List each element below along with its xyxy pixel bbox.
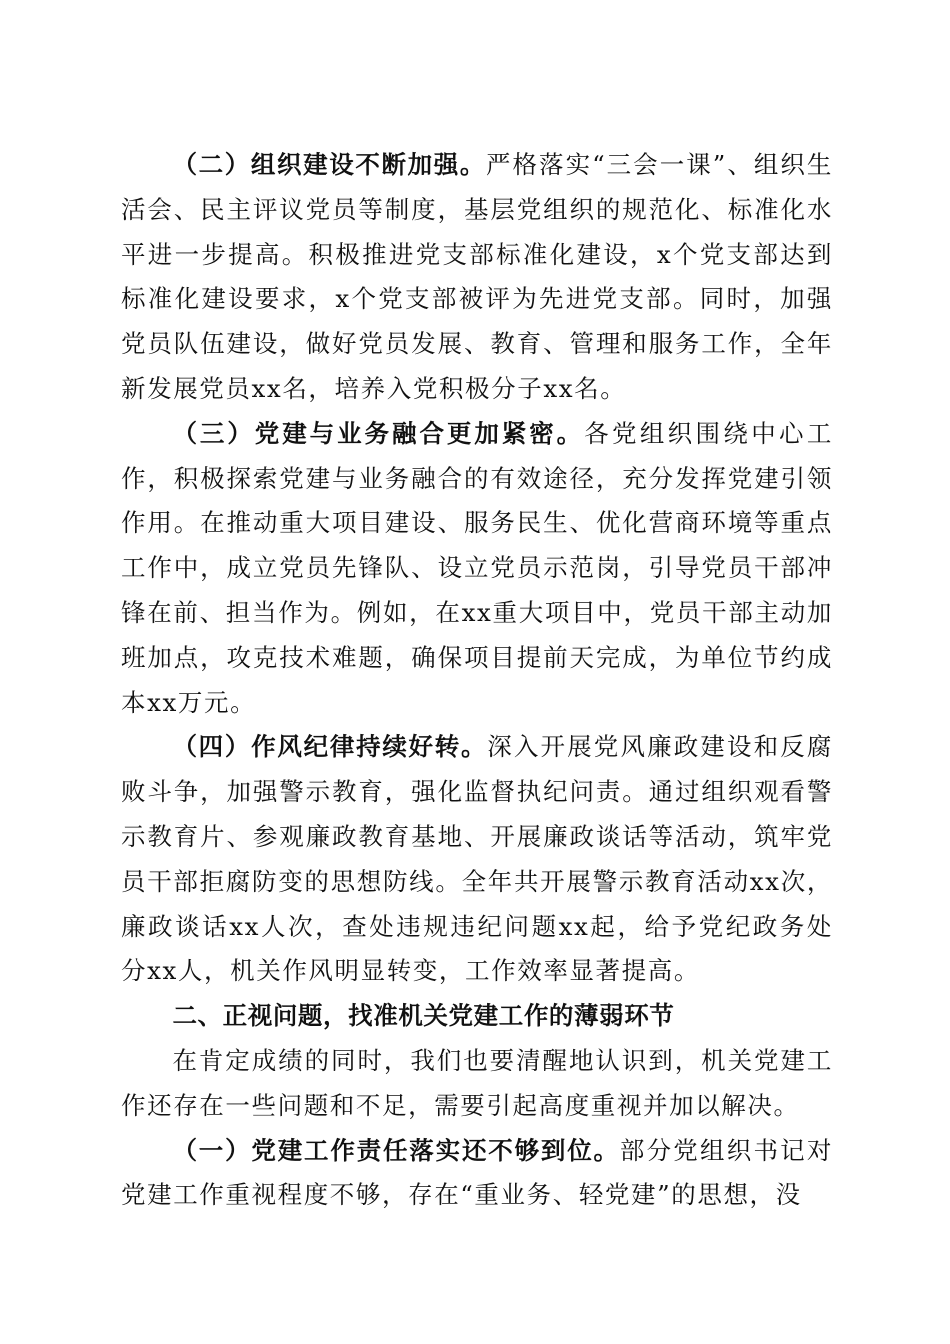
paragraph-title: （二）组织建设不断加强。 [172,150,486,179]
document-body [121,143,833,1218]
paragraph-text: 深入开展党风廉政建设和反腐败斗争，加强警示教育，强化监督执纪问责。通过组织观看警示教育片、参观廉政教育基地、开展廉政谈话等活动，筑牢党员干部拒腐防变的思想防线。全年共开展警示教育活动xx次，廉政谈话xx人次，查处违规违纪问题xx起，给予党纪政务处分xx人，机关作风明显转变，工作效率显著提高。 [121,732,833,986]
paragraph-text: 各党组织围绕中心工作，积极探索党建与业务融合的有效途径，充分发挥党建引领作用。在推动重大项目建设、服务民生、优化营商环境等重点工作中，成立党员先锋队、设立党员示范岗，引导党员干部冲锋在前、担当作为。例如，在xx重大项目中，党员干部主动加班加点，攻克技术难题，确保项目提前天完成，为单位节约成本xx万元。 [121,418,833,717]
section-intro-paragraph: 在肯定成绩的同时，我们也要清醒地认识到，机关党建工作还存在一些问题和不足，需要引起高度重视并加以解决。 [121,1045,833,1120]
paragraph-text: 部分党组织书记对党建工作重视程度不够，存在“重业务、轻党建”的思想，没 [121,1135,833,1210]
paragraph-party-business-integration [121,412,833,726]
section-heading: 二、正视问题，找准机关党建工作的薄弱环节 [172,1001,675,1031]
paragraph-title: （四）作风纪律持续好转。 [172,732,488,762]
paragraph-title: （三）党建与业务融合更加紧密。 [172,418,585,448]
paragraph-responsibility-implementation [121,1129,833,1219]
paragraph-organization-building [121,143,833,412]
paragraph-work-style-discipline [121,725,833,994]
paragraph-title: （一）党建工作责任落实还不够到位。 [172,1135,620,1165]
paragraph-text: 严格落实“三会一课”、组织生活会、民主评议党员等制度，基层党组织的规范化、标准化水平进一步提高。积极推进党支部标准化建设，x个党支部达到标准化建设要求，x个党支部被评为先进党支部。同时，加强党员队伍建设，做好党员发展、教育、管理和服务工作，全年新发展党员xx名，培养入党积极分子xx名。 [121,150,833,403]
